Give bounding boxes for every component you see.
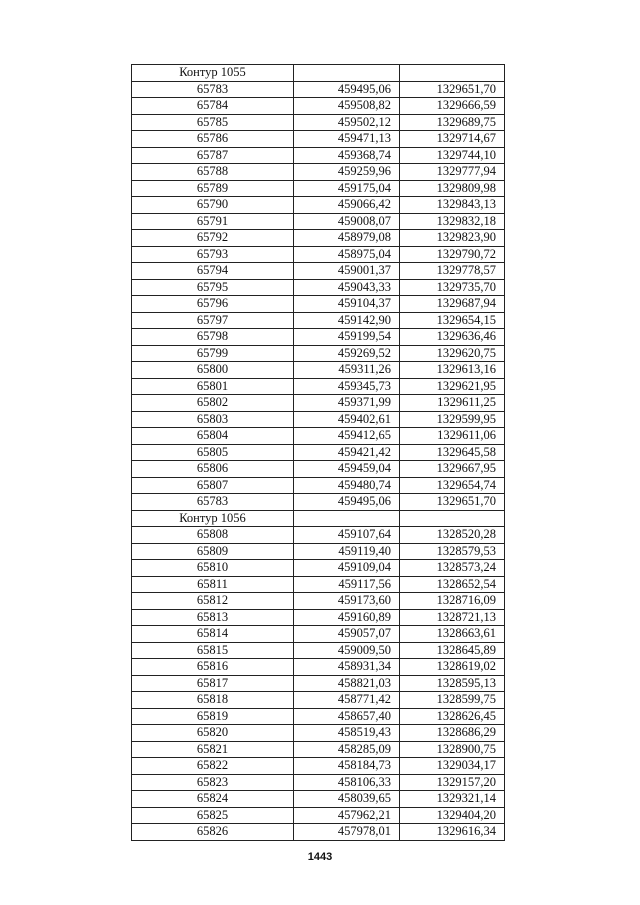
table-row bbox=[132, 807, 505, 824]
x-coordinate-cell: 459259,96 bbox=[294, 164, 400, 181]
table-row bbox=[132, 263, 505, 280]
table-row bbox=[132, 560, 505, 577]
y-coordinate-cell: 1328652,54 bbox=[400, 576, 505, 593]
table-row bbox=[132, 708, 505, 725]
point-id-cell: 65820 bbox=[132, 725, 294, 742]
x-coordinate-cell: 457978,01 bbox=[294, 824, 400, 841]
y-coordinate-cell: 1329667,95 bbox=[400, 461, 505, 478]
table-row bbox=[132, 296, 505, 313]
x-coordinate-cell: 459508,82 bbox=[294, 98, 400, 115]
x-coordinate-cell: 459175,04 bbox=[294, 180, 400, 197]
point-id-cell: 65804 bbox=[132, 428, 294, 445]
point-id-cell: 65807 bbox=[132, 477, 294, 494]
x-coordinate-cell: 459495,06 bbox=[294, 494, 400, 511]
x-coordinate-cell: 459412,65 bbox=[294, 428, 400, 445]
point-id-cell: 65783 bbox=[132, 81, 294, 98]
table-row bbox=[132, 725, 505, 742]
y-coordinate-cell: 1329735,70 bbox=[400, 279, 505, 296]
y-coordinate-cell: 1329645,58 bbox=[400, 444, 505, 461]
y-coordinate-cell: 1328599,75 bbox=[400, 692, 505, 709]
y-coordinate-cell: 1329689,75 bbox=[400, 114, 505, 131]
point-id-cell: 65794 bbox=[132, 263, 294, 280]
point-id-cell: 65818 bbox=[132, 692, 294, 709]
x-coordinate-cell: 459502,12 bbox=[294, 114, 400, 131]
y-coordinate-cell: 1329809,98 bbox=[400, 180, 505, 197]
table-row bbox=[132, 609, 505, 626]
table-row bbox=[132, 230, 505, 247]
y-coordinate-cell: 1329843,13 bbox=[400, 197, 505, 214]
point-id-cell: 65811 bbox=[132, 576, 294, 593]
point-id-cell: 65817 bbox=[132, 675, 294, 692]
y-coordinate-cell: 1329613,16 bbox=[400, 362, 505, 379]
table-row bbox=[132, 741, 505, 758]
table-row bbox=[132, 774, 505, 791]
x-coordinate-cell: 459066,42 bbox=[294, 197, 400, 214]
x-coordinate-cell: 459009,50 bbox=[294, 642, 400, 659]
empty-cell bbox=[400, 510, 505, 527]
x-coordinate-cell: 459001,37 bbox=[294, 263, 400, 280]
point-id-cell: 65819 bbox=[132, 708, 294, 725]
point-id-cell: 65783 bbox=[132, 494, 294, 511]
x-coordinate-cell: 457962,21 bbox=[294, 807, 400, 824]
point-id-cell: 65815 bbox=[132, 642, 294, 659]
point-id-cell: 65787 bbox=[132, 147, 294, 164]
y-coordinate-cell: 1328573,24 bbox=[400, 560, 505, 577]
table-row bbox=[132, 329, 505, 346]
point-id-cell: 65798 bbox=[132, 329, 294, 346]
x-coordinate-cell: 458519,43 bbox=[294, 725, 400, 742]
table-row bbox=[132, 312, 505, 329]
table-row bbox=[132, 395, 505, 412]
point-id-cell: 65823 bbox=[132, 774, 294, 791]
x-coordinate-cell: 458285,09 bbox=[294, 741, 400, 758]
x-coordinate-cell: 459495,06 bbox=[294, 81, 400, 98]
point-id-cell: 65796 bbox=[132, 296, 294, 313]
x-coordinate-cell: 458821,03 bbox=[294, 675, 400, 692]
point-id-cell: 65826 bbox=[132, 824, 294, 841]
table-row bbox=[132, 345, 505, 362]
table-row bbox=[132, 147, 505, 164]
y-coordinate-cell: 1329666,59 bbox=[400, 98, 505, 115]
y-coordinate-cell: 1328686,29 bbox=[400, 725, 505, 742]
point-id-cell: 65808 bbox=[132, 527, 294, 544]
y-coordinate-cell: 1329790,72 bbox=[400, 246, 505, 263]
table-row bbox=[132, 477, 505, 494]
table-row bbox=[132, 444, 505, 461]
empty-cell bbox=[294, 510, 400, 527]
x-coordinate-cell: 459269,52 bbox=[294, 345, 400, 362]
x-coordinate-cell: 458979,08 bbox=[294, 230, 400, 247]
x-coordinate-cell: 459173,60 bbox=[294, 593, 400, 610]
x-coordinate-cell: 459480,74 bbox=[294, 477, 400, 494]
y-coordinate-cell: 1328721,13 bbox=[400, 609, 505, 626]
table-row bbox=[132, 675, 505, 692]
y-coordinate-cell: 1329157,20 bbox=[400, 774, 505, 791]
y-coordinate-cell: 1329777,94 bbox=[400, 164, 505, 181]
y-coordinate-cell: 1329404,20 bbox=[400, 807, 505, 824]
y-coordinate-cell: 1328716,09 bbox=[400, 593, 505, 610]
point-id-cell: 65795 bbox=[132, 279, 294, 296]
y-coordinate-cell: 1328619,02 bbox=[400, 659, 505, 676]
table-row bbox=[132, 824, 505, 841]
point-id-cell: 65809 bbox=[132, 543, 294, 560]
y-coordinate-cell: 1329654,74 bbox=[400, 477, 505, 494]
x-coordinate-cell: 459402,61 bbox=[294, 411, 400, 428]
point-id-cell: 65825 bbox=[132, 807, 294, 824]
table-row bbox=[132, 213, 505, 230]
point-id-cell: 65813 bbox=[132, 609, 294, 626]
y-coordinate-cell: 1329620,75 bbox=[400, 345, 505, 362]
point-id-cell: 65805 bbox=[132, 444, 294, 461]
table-row bbox=[132, 98, 505, 115]
x-coordinate-cell: 459199,54 bbox=[294, 329, 400, 346]
x-coordinate-cell: 458184,73 bbox=[294, 758, 400, 775]
y-coordinate-cell: 1329651,70 bbox=[400, 81, 505, 98]
x-coordinate-cell: 459107,64 bbox=[294, 527, 400, 544]
y-coordinate-cell: 1329687,94 bbox=[400, 296, 505, 313]
y-coordinate-cell: 1329621,95 bbox=[400, 378, 505, 395]
table-row bbox=[132, 180, 505, 197]
y-coordinate-cell: 1329714,67 bbox=[400, 131, 505, 148]
y-coordinate-cell: 1328900,75 bbox=[400, 741, 505, 758]
point-id-cell: 65791 bbox=[132, 213, 294, 230]
y-coordinate-cell: 1329778,57 bbox=[400, 263, 505, 280]
x-coordinate-cell: 459311,26 bbox=[294, 362, 400, 379]
x-coordinate-cell: 459371,99 bbox=[294, 395, 400, 412]
y-coordinate-cell: 1329321,14 bbox=[400, 791, 505, 808]
contour-header-row bbox=[132, 65, 505, 82]
y-coordinate-cell: 1329034,17 bbox=[400, 758, 505, 775]
table-row bbox=[132, 461, 505, 478]
x-coordinate-cell: 459043,33 bbox=[294, 279, 400, 296]
y-coordinate-cell: 1329616,34 bbox=[400, 824, 505, 841]
y-coordinate-cell: 1329651,70 bbox=[400, 494, 505, 511]
point-id-cell: 65812 bbox=[132, 593, 294, 610]
table-row bbox=[132, 131, 505, 148]
table-row bbox=[132, 246, 505, 263]
x-coordinate-cell: 459421,42 bbox=[294, 444, 400, 461]
table-row bbox=[132, 494, 505, 511]
point-id-cell: 65792 bbox=[132, 230, 294, 247]
x-coordinate-cell: 459459,04 bbox=[294, 461, 400, 478]
table-row bbox=[132, 791, 505, 808]
empty-cell bbox=[294, 65, 400, 82]
point-id-cell: 65784 bbox=[132, 98, 294, 115]
empty-cell bbox=[400, 65, 505, 82]
x-coordinate-cell: 459119,40 bbox=[294, 543, 400, 560]
table-row bbox=[132, 279, 505, 296]
point-id-cell: 65789 bbox=[132, 180, 294, 197]
y-coordinate-cell: 1328595,13 bbox=[400, 675, 505, 692]
x-coordinate-cell: 459471,13 bbox=[294, 131, 400, 148]
table-row bbox=[132, 428, 505, 445]
table-row bbox=[132, 197, 505, 214]
contour-label: Контур 1055 bbox=[132, 65, 294, 82]
y-coordinate-cell: 1329611,06 bbox=[400, 428, 505, 445]
y-coordinate-cell: 1328520,28 bbox=[400, 527, 505, 544]
x-coordinate-cell: 458975,04 bbox=[294, 246, 400, 263]
y-coordinate-cell: 1329744,10 bbox=[400, 147, 505, 164]
x-coordinate-cell: 459142,90 bbox=[294, 312, 400, 329]
coordinates-table bbox=[131, 64, 505, 841]
x-coordinate-cell: 459057,07 bbox=[294, 626, 400, 643]
point-id-cell: 65822 bbox=[132, 758, 294, 775]
x-coordinate-cell: 459160,89 bbox=[294, 609, 400, 626]
point-id-cell: 65803 bbox=[132, 411, 294, 428]
x-coordinate-cell: 459008,07 bbox=[294, 213, 400, 230]
x-coordinate-cell: 459345,73 bbox=[294, 378, 400, 395]
table-row bbox=[132, 692, 505, 709]
y-coordinate-cell: 1329654,15 bbox=[400, 312, 505, 329]
x-coordinate-cell: 458771,42 bbox=[294, 692, 400, 709]
contour-label: Контур 1056 bbox=[132, 510, 294, 527]
point-id-cell: 65797 bbox=[132, 312, 294, 329]
table-row bbox=[132, 543, 505, 560]
x-coordinate-cell: 458039,65 bbox=[294, 791, 400, 808]
y-coordinate-cell: 1329832,18 bbox=[400, 213, 505, 230]
table-row bbox=[132, 81, 505, 98]
x-coordinate-cell: 458931,34 bbox=[294, 659, 400, 676]
x-coordinate-cell: 458657,40 bbox=[294, 708, 400, 725]
y-coordinate-cell: 1329823,90 bbox=[400, 230, 505, 247]
point-id-cell: 65790 bbox=[132, 197, 294, 214]
contour-header-row bbox=[132, 510, 505, 527]
point-id-cell: 65793 bbox=[132, 246, 294, 263]
point-id-cell: 65799 bbox=[132, 345, 294, 362]
table-row bbox=[132, 164, 505, 181]
x-coordinate-cell: 459109,04 bbox=[294, 560, 400, 577]
y-coordinate-cell: 1329636,46 bbox=[400, 329, 505, 346]
table-row bbox=[132, 593, 505, 610]
table-row bbox=[132, 362, 505, 379]
table-row bbox=[132, 576, 505, 593]
point-id-cell: 65801 bbox=[132, 378, 294, 395]
x-coordinate-cell: 459104,37 bbox=[294, 296, 400, 313]
point-id-cell: 65810 bbox=[132, 560, 294, 577]
table-row bbox=[132, 642, 505, 659]
y-coordinate-cell: 1328579,53 bbox=[400, 543, 505, 560]
table-row bbox=[132, 659, 505, 676]
y-coordinate-cell: 1328663,61 bbox=[400, 626, 505, 643]
point-id-cell: 65785 bbox=[132, 114, 294, 131]
point-id-cell: 65786 bbox=[132, 131, 294, 148]
point-id-cell: 65824 bbox=[132, 791, 294, 808]
y-coordinate-cell: 1328626,45 bbox=[400, 708, 505, 725]
table-row bbox=[132, 411, 505, 428]
point-id-cell: 65802 bbox=[132, 395, 294, 412]
table-row bbox=[132, 758, 505, 775]
table-row bbox=[132, 626, 505, 643]
point-id-cell: 65816 bbox=[132, 659, 294, 676]
point-id-cell: 65806 bbox=[132, 461, 294, 478]
table-row bbox=[132, 114, 505, 131]
point-id-cell: 65821 bbox=[132, 741, 294, 758]
point-id-cell: 65814 bbox=[132, 626, 294, 643]
table-row bbox=[132, 378, 505, 395]
point-id-cell: 65788 bbox=[132, 164, 294, 181]
y-coordinate-cell: 1328645,89 bbox=[400, 642, 505, 659]
point-id-cell: 65800 bbox=[132, 362, 294, 379]
y-coordinate-cell: 1329611,25 bbox=[400, 395, 505, 412]
y-coordinate-cell: 1329599,95 bbox=[400, 411, 505, 428]
table-row bbox=[132, 527, 505, 544]
page-number: 1443 bbox=[307, 851, 333, 863]
coordinates-table-body bbox=[132, 65, 505, 841]
x-coordinate-cell: 459117,56 bbox=[294, 576, 400, 593]
x-coordinate-cell: 458106,33 bbox=[294, 774, 400, 791]
x-coordinate-cell: 459368,74 bbox=[294, 147, 400, 164]
